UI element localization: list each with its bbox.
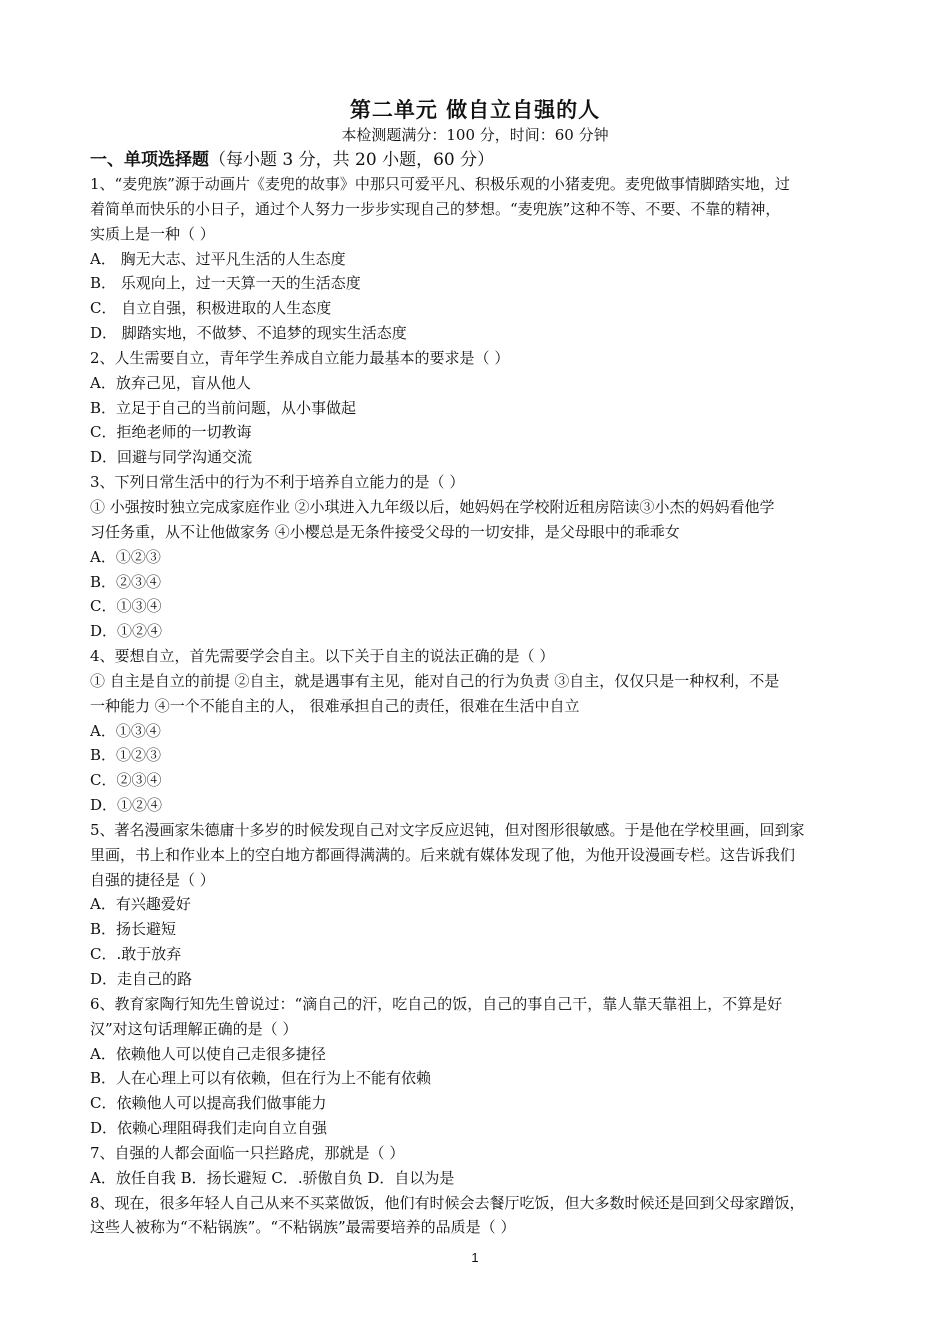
text-line: D． 脚踏实地，不做梦、不追梦的现实生活态度 bbox=[90, 324, 407, 343]
text-line: 实质上是一种（ ） bbox=[90, 224, 215, 243]
section-title: 一、单项选择题 bbox=[90, 150, 209, 170]
text-line: 里画，书上和作业本上的空白地方都画得满满的。后来就有媒体发现了他，为他开设漫画专栏。这告诉我们 bbox=[90, 845, 796, 864]
text-line: A．①②③ bbox=[90, 547, 161, 566]
text-line: B．扬长避短 bbox=[90, 920, 177, 939]
text-line: A．放弃己见，盲从他人 bbox=[90, 373, 251, 392]
text-line: B．①②③ bbox=[90, 746, 162, 765]
text-line: ① 自主是自立的前提 ②自主，就是遇事有主见，能对自己的行为负责 ③自主，仅仅只是一种权利，不是 bbox=[90, 671, 780, 690]
text-line: D．走自己的路 bbox=[90, 970, 193, 988]
text-line: A．依赖他人可以使自己走很多捷径 bbox=[90, 1044, 326, 1063]
text-line: 2、人生需要自立，青年学生养成自立能力最基本的要求是（ ） bbox=[90, 348, 510, 367]
text-line: B．②③④ bbox=[90, 572, 162, 591]
text-line: C． 自立自强，积极进取的人生态度 bbox=[90, 299, 332, 318]
question-list bbox=[90, 172, 862, 1240]
text-line: 1、“麦兜族”源于动画片《麦兜的故事》中那只可爱平凡、积极乐观的小猪麦兜。麦兜做事情脚踏实地，过 bbox=[90, 175, 790, 193]
text-line: D．依赖心理阻碍我们走向自立自强 bbox=[90, 1119, 328, 1138]
text-line: 3、下列日常生活中的行为不利于培养自立能力的是（ ） bbox=[90, 473, 465, 492]
section-note: （每小题 3 分，共 20 小题，60 分） bbox=[209, 150, 495, 170]
text-line: D．回避与同学沟通交流 bbox=[90, 448, 253, 467]
text-line: B．人在心理上可以有依赖，但在行为上不能有依赖 bbox=[90, 1069, 432, 1088]
text-line: 4、要想自立，首先需要学会自主。以下关于自主的说法正确的是（ ） bbox=[90, 647, 555, 666]
text-line: C．①③④ bbox=[90, 597, 162, 616]
section-heading bbox=[90, 147, 494, 173]
text-line: 5、著名漫画家朱德庸十多岁的时候发现自己对文字反应迟钝，但对图形很敏感。于是他在学校里画，回到家 bbox=[90, 820, 805, 839]
text-line: D．①②④ bbox=[90, 796, 163, 815]
text-line: A．有兴趣爱好 bbox=[90, 895, 191, 914]
text-line: B． 乐观向上，过一天算一天的生活态度 bbox=[90, 274, 361, 293]
text-line: 一种能力 ④一个不能自主的人， 很难承担自己的责任，很难在生活中自立 bbox=[90, 696, 580, 715]
text-line: C．依赖他人可以提高我们做事能力 bbox=[90, 1094, 327, 1113]
text-line: D．①②④ bbox=[90, 622, 163, 641]
text-line: 习任务重，从不让他做家务 ④小樱总是无条件接受父母的一切安排，是父母眼中的乖乖女 bbox=[90, 522, 680, 541]
text-line: C．.敢于放弃 bbox=[90, 945, 182, 964]
text-line: 汉”对这句话理解正确的是（ ） bbox=[90, 1019, 298, 1038]
text-line: 6、教育家陶行知先生曾说过：“滴自己的汗，吃自己的饭，自己的事自己干，靠人靠天靠祖上，不算是好 bbox=[90, 994, 783, 1013]
text-line: 这些人被称为“不粘锅族”。“不粘锅族”最需要培养的品质是（ ） bbox=[90, 1218, 516, 1237]
text-line: A． 胸无大志、过平凡生活的人生态度 bbox=[90, 249, 346, 268]
page-number: 1 bbox=[471, 1250, 479, 1265]
text-line: A．①③④ bbox=[90, 721, 161, 740]
text-line: C．②③④ bbox=[90, 771, 162, 790]
text-line: 8、现在，很多年轻人自己从来不买菜做饭，他们有时候会去餐厅吃饭，但大多数时候还是回到父母家蹭饭， bbox=[90, 1193, 805, 1212]
text-line: A．放任自我 B．扬长避短 C．.骄傲自负 D．自以为是 bbox=[90, 1168, 455, 1187]
text-line: 自强的捷径是（ ） bbox=[90, 870, 215, 889]
exam-info: 本检测题满分：100 分，时间：60 分钟 bbox=[341, 126, 609, 144]
page-title: 第二单元 做自立自强的人 bbox=[349, 97, 601, 122]
text-line: 7、自强的人都会面临一只拦路虎，那就是（ ） bbox=[90, 1143, 405, 1162]
text-line: B．立足于自己的当前问题，从小事做起 bbox=[90, 398, 357, 417]
text-line: C．拒绝老师的一切教诲 bbox=[90, 423, 252, 442]
text-line: ① 小强按时独立完成家庭作业 ②小琪进入九年级以后，她妈妈在学校附近租房陪读③小杰的妈妈看他学 bbox=[90, 497, 775, 516]
text-line: 着简单而快乐的小日子，通过个人努力一步步实现自己的梦想。“麦兜族”这种不等、不要、不靠的精神， bbox=[90, 199, 781, 218]
